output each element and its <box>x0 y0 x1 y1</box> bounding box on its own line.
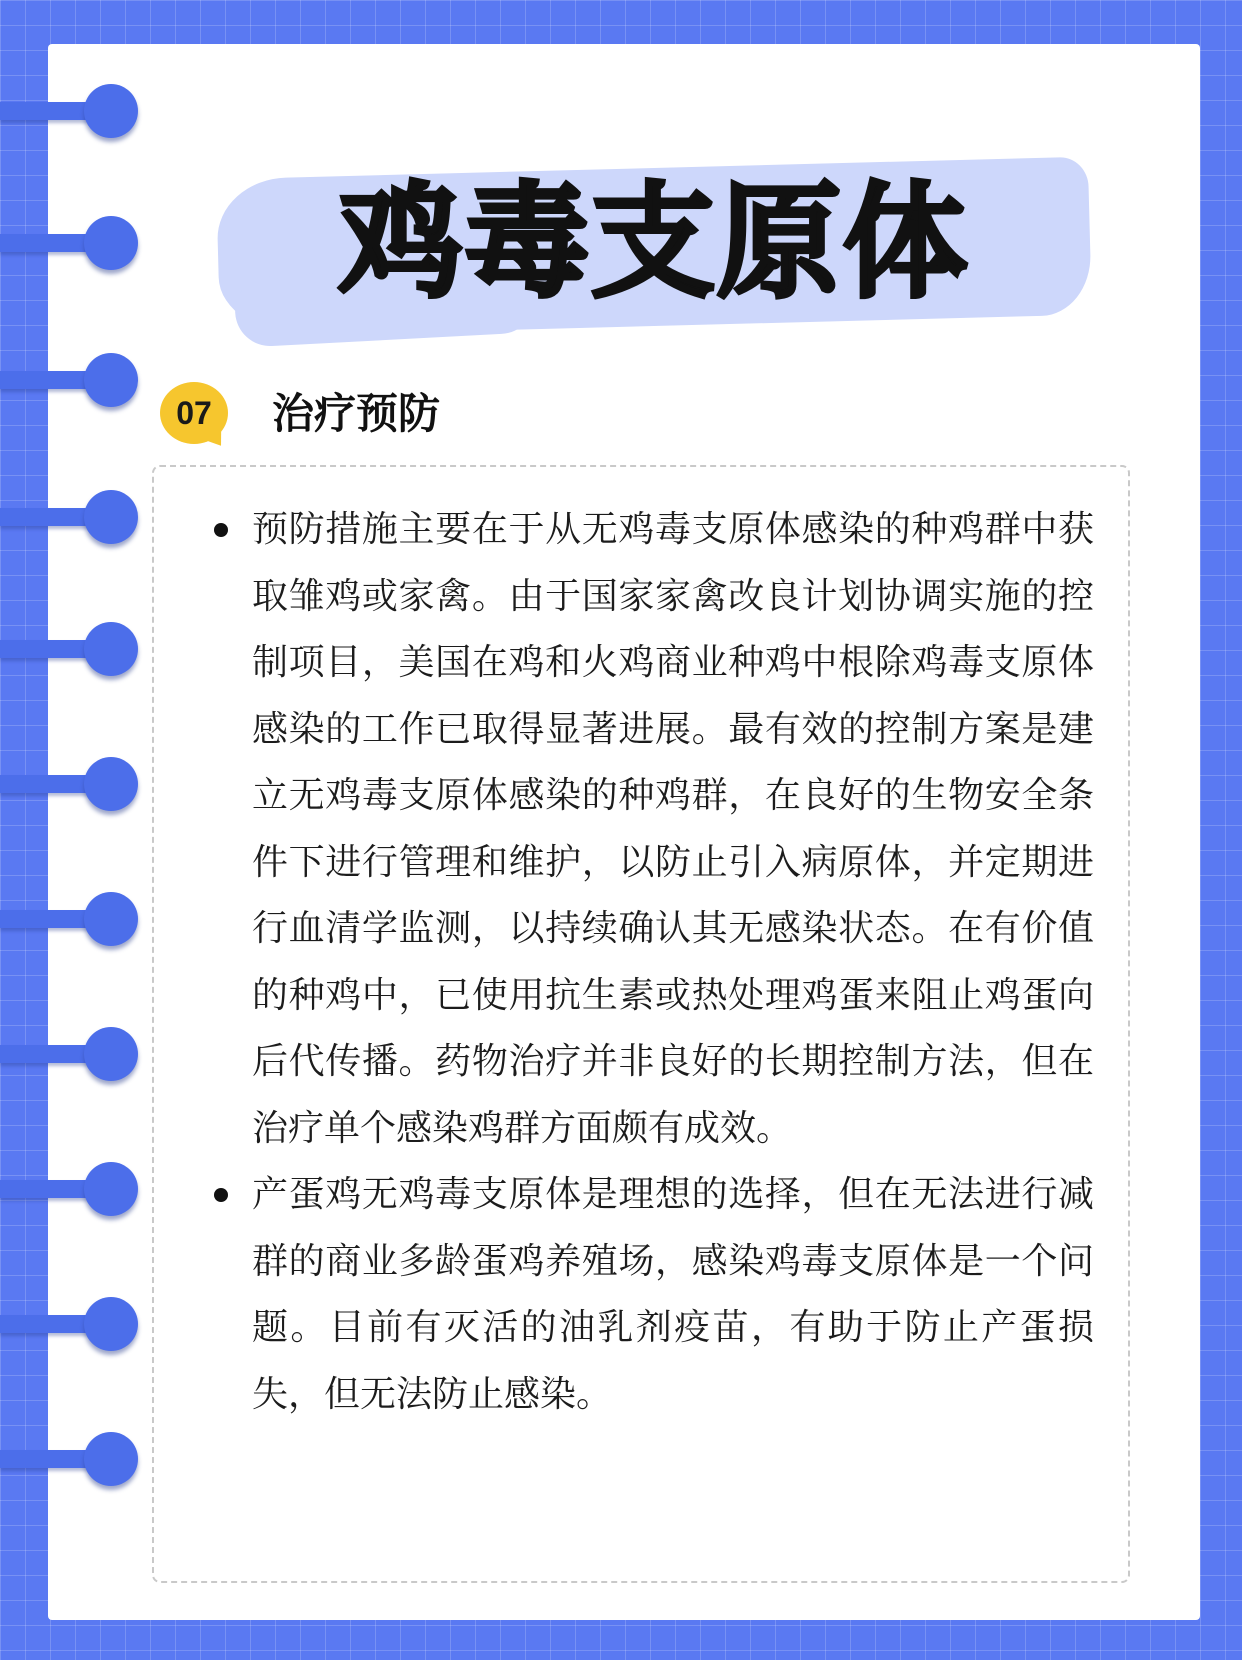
binder-ring <box>0 216 138 272</box>
bullet-dot-icon <box>214 523 228 537</box>
bullet-dot-icon <box>214 1188 228 1202</box>
binder-ring <box>0 1027 138 1083</box>
list-item-text: 预防措施主要在于从无鸡毒支原体感染的种鸡群中获取雏鸡或家禽。由于国家家禽改良计划协调实施的控制项目，美国在鸡和火鸡商业种鸡中根除鸡毒支原体感染的工作已取得显著进展。最有效的控制方案是建立无鸡毒支原体感染的种鸡群，在良好的生物安全条件下进行管理和维护，以防止引入病原体，并定期进行血清学监测，以持续确认其无感染状态。在有价值的种鸡中，已使用抗生素或热处理鸡蛋来阻止鸡蛋向后代传播。药物治疗并非良好的长期控制方法，但在治疗单个感染鸡群方面颇有成效。 <box>252 509 1094 1149</box>
binder-ring <box>0 84 138 140</box>
binder-ring <box>0 353 138 409</box>
list-item <box>214 1162 1094 1428</box>
binder-ring <box>0 892 138 948</box>
binder-ring <box>0 1162 138 1218</box>
page-title: 鸡毒支原体 <box>338 171 969 315</box>
binder-ring <box>0 622 138 678</box>
binder-ring <box>0 490 138 546</box>
binder-ring <box>0 1432 138 1488</box>
section-title: 治疗预防 <box>272 389 441 438</box>
binder-ring <box>0 1297 138 1353</box>
section-number-badge: 07 <box>160 382 228 444</box>
list-item-text: 产蛋鸡无鸡毒支原体是理想的选择，但在无法进行减群的商业多龄蛋鸡养殖场，感染鸡毒支原体是一个问题。目前有灭活的油乳剂疫苗，有助于防止产蛋损失，但无法防止感染。 <box>252 1174 1094 1415</box>
binder-ring <box>0 757 138 813</box>
bullet-list <box>214 497 1094 1428</box>
list-item <box>214 497 1094 1162</box>
